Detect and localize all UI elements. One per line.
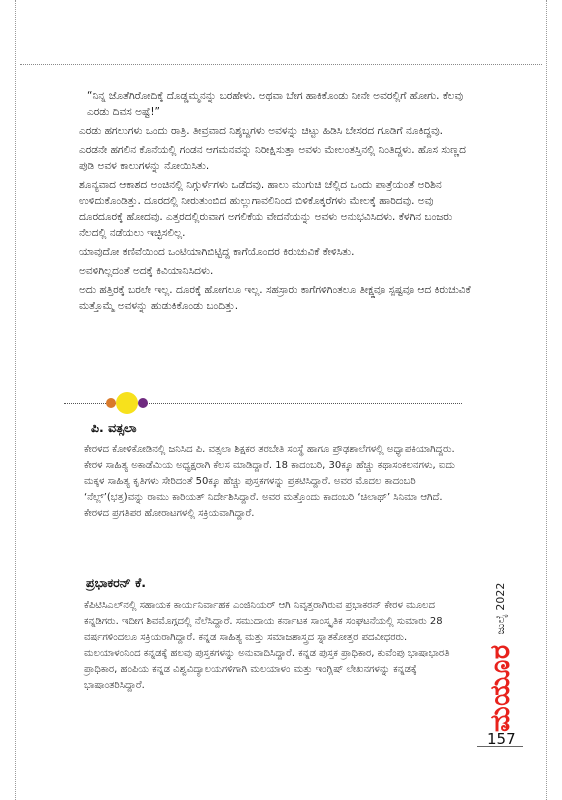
author-bio: ಕೇರಳದ ಕೋಳಿಕೋಡಿನಲ್ಲಿ ಜನಿಸಿದ ಪಿ. ವತ್ಸಲಾ ಶಿಕ್ಷಕರ ತರಬೇತಿ ಸಂಸ್ಥೆ ಹಾಗೂ ಪ್ರೌಢಶಾಲೆಗಳಲ್ಲಿ ಅಧ್ಯಾಪಕಿಯಾಗಿದ್ದರು. ಕೇರಳ ಸಾಹಿತ್ಯ ಅಕಾಡೆಮಿಯ ಅಧ್ಯಕ್ಷರಾಗಿ ಕೆಲಸ ಮಾಡಿದ್ದಾರೆ. 18 ಕಾದಂಬರಿ, 30ಕ್ಕೂ ಹೆಚ್ಚು ಕಥಾಸಂಕಲನಗಳು, ಐದು ಮಕ್ಕಳ ಸಾಹಿತ್ಯ ಕೃತಿಗಳು ಸೇರಿದಂತೆ 50ಕ್ಕೂ ಹೆಚ್ಚು ಪುಸ್ತಕಗಳನ್ನು ಪ್ರಕಟಿಸಿದ್ದಾರೆ. ಅವರ ಮೊದಲ ಕಾದಂಬರಿ ‘ನೆಲ್ಲ್’(ಭತ್ತ)ವನ್ನು ರಾಮು ಕಾರಿಯತ್ ನಿರ್ದೇಶಿಸಿದ್ದಾರೆ. ಅವರ ಮತ್ತೊಂದು ಕಾದಂಬರಿ ‘ಚಿಲಾಥ್’ ಸಿನಿಮಾ ಆಗಿದೆ. ಕೇರಳದ ಪ್ರಗತಿಪರ ಹೋರಾಟಗಳಲ್ಲಿ ಸಕ್ರಿಯವಾಗಿದ್ದಾರೆ. — [84, 444, 455, 519]
yellow-dot — [116, 392, 138, 414]
page-number: 157 — [487, 730, 516, 748]
left-dotted-rule — [15, 0, 16, 800]
story-paragraph: ಎರಡನೇ ಹಗಲಿನ ಕೊನೆಯಲ್ಲಿ ಗಂಡನ ಆಗಮನವನ್ನು ನಿರೀಕ್ಷಿಸುತ್ತಾ ಅವಳು ಮೇಲಂತಸ್ತಿನಲ್ಲಿ ನಿಂತಿದ್ದಳು. ಹೊಸ ಸುಣ್ಣದ ಪುಡಿ ಅವಳ ಕಾಲುಗಳನ್ನು ನೋಯಿಸಿತು. — [79, 144, 466, 172]
author-name: ಪಿ. ವತ್ಸಲಾ — [91, 420, 137, 435]
top-dotted-border — [20, 64, 542, 65]
story-paragraph: ಎರಡು ಹಗಲುಗಳು ಒಂದು ರಾತ್ರಿ. ತೀವ್ರವಾದ ನಿಶ್ಶಬ್ದಗಳು ಅವಳನ್ನು ಚಿಟ್ಟು ಹಿಡಿಸಿ ಬೇಸರದ ಗೂಡಿಗೆ ನೂಕಿದ್ದವು. — [79, 125, 443, 137]
story-paragraph: ಶೂನ್ಯವಾದ ಆಕಾಶದ ಅಂಚಿನಲ್ಲಿ ನಿಗ್ಗುರ್ಳೆಗಳು ಒಡೆದವು. ಹಾಲು ಮುಗುಚಿ ಚೆಲ್ಲಿದ ಒಂದು ಪಾತ್ರೆಯಂತೆ ಅರಿಶಿನ ಉಳಿದುಕೊಂಡಿತ್ತು. ದೂರದಲ್ಲಿ ನೀರುತುಂಬಿದ ಹುಲ್ಲುಗಾವಲಿನಿಂದ ಬಿಳಿಕೊಕ್ಕರೆಗಳು ಮೇಲಕ್ಕೆ ಹಾರಿದವು. ಅವು ದೂರದೂರಕ್ಕೆ ಹೋದವು. ಎತ್ತರದಲ್ಲಿರುವಾಗ ಅಗಲಿಕೆಯ ವೇದನೆಯನ್ನು ಅವಳು ಅನುಭವಿಸಿದಳು. ಕೆಳಗಿನ ಬಂಜರು ನೆಲದಲ್ಲಿ ನಡೆಯಲು ಇಚ್ಛಿಸಲಿಲ್ಲ. — [79, 179, 453, 239]
translator-bio: ಕೆಪಿಟಿಸಿಎಲ್‌ನಲ್ಲಿ ಸಹಾಯಕ ಕಾರ್ಯನಿರ್ವಾಹಕ ಎಂಜಿನಿಯರ್ ಆಗಿ ನಿವೃತ್ತರಾಗಿರುವ ಪ್ರಭಾಕರನ್ ಕೇರಳ ಮೂಲದ ಕನ್ನಡಿಗರು. ಇದೀಗ ಶಿವಮೊಗ್ಗದಲ್ಲಿ ನೆಲೆಸಿದ್ದಾರೆ. ಸಮುದಾಯ ಕರ್ನಾಟಕ ಸಾಂಸ್ಕೃತಿಕ ಸಂಘಟನೆಯಲ್ಲಿ ಸುಮಾರು 28 ವರ್ಷಗಳಿಂದಲೂ ಸಕ್ರಿಯರಾಗಿದ್ದಾರೆ. ಕನ್ನಡ ಸಾಹಿತ್ಯ ಮತ್ತು ಸಮಾಜಶಾಸ್ತ್ರದ ಸ್ನಾತಕೋತ್ತರ ಪದವೀಧರರು. ಮಲಯಾಳಂನಿಂದ ಕನ್ನಡಕ್ಕೆ ಹಲವು ಪುಸ್ತಕಗಳನ್ನು ಅನುವಾದಿಸಿದ್ದಾರೆ. ಕನ್ನಡ ಪುಸ್ತಕ ಪ್ರಾಧಿಕಾರ, ಕುವೆಂಪು ಭಾಷಾಭಾರತಿ ಪ್ರಾಧಿಕಾರ, ಹಂಪಿಯ ಕನ್ನಡ ವಿಶ್ವವಿದ್ಯಾಲಯಗಳಿಗಾಗಿ ಮಲಯಾಳಂ ಮತ್ತು ಇಂಗ್ಲಿಷ್ ಲೇಖನಗಳನ್ನು ಕನ್ನಡಕ್ಕೆ ಭಾಷಾಂತರಿಸಿದ್ದಾರೆ. — [84, 600, 450, 691]
page-number-rule — [477, 746, 523, 747]
story-paragraph: “ನಿನ್ನ ಜೊತೆಗಿರೋದಿಕ್ಕೆ ದೊಡ್ಡಮ್ಮನನ್ನು ಬರಹೇಳು. ಅಥವಾ ಬೇಗ ಹಾಕಿಕೊಂಡು ನೀನೇ ಅವರಲ್ಲಿಗೆ ಹೋಗು. ಕೆಲವು ಎರಡು ದಿವಸ ಅಷ್ಟೆ!” — [87, 90, 464, 118]
story-text — [79, 88, 471, 317]
right-dotted-rule — [546, 0, 547, 800]
magazine-name: ಮಯೂರ — [485, 644, 516, 732]
issue-date: ಜುಲೈ 2022 — [494, 582, 507, 635]
translator-name: ಪ್ರಭಾಕರನ್ ಕೆ. — [86, 575, 146, 590]
magazine-masthead — [478, 580, 524, 732]
story-paragraph: ಅವಳಿಗಿಲ್ಲದಂತೆ ಅದಕ್ಕೆ ಕಿವಿಯಾನಿಸಿದಳು. — [79, 265, 214, 277]
story-paragraph: ಯಾವುದೋ ಕಣಿವೆಯಿಂದ ಒಂಟಿಯಾಗಿಬಿಟ್ಟಿದ್ದ ಕಾಗೆಯೊಂದರ ಕಿರುಚುವಿಕೆ ಕೇಳಿಸಿತು. — [79, 246, 355, 258]
orange-dot — [106, 398, 116, 408]
purple-dot — [138, 398, 148, 408]
story-paragraph: ಅದು ಹತ್ತಿರಕ್ಕೆ ಬರಲೇ ಇಲ್ಲ. ದೂರಕ್ಕೆ ಹೋಗಲೂ ಇಲ್ಲ. ಸಹಸ್ರಾರು ಕಾಗೆಗಳಿಗಿಂತಲೂ ತೀಕ್ಷ್ಣವೂ ಸ್ಪಷ್ಟವೂ ಆದ ಕಿರುಚುವಿಕೆ ಮತ್ತೊಮ್ಮೆ ಅವಳನ್ನು ಹುಡುಕಿಕೊಂಡು ಬಂದಿತ್ತು. — [79, 284, 471, 312]
